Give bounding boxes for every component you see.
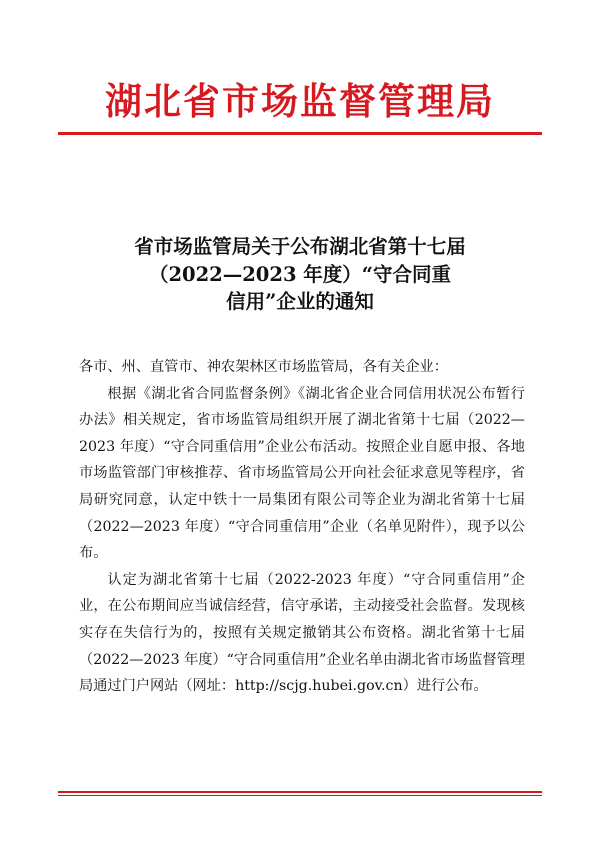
paragraph-1: 根据《湖北省合同监督条例》《湖北省企业合同信用状况公布暂行办法》相关规定，省市场监管局组织开展了湖北省第十七届（2022—2023 年度）“守合同重信用”企业公布活动。按照企业自愿申报、各地市场监管部门审核推荐、省市场监管局公开向社会征求意见等程序，省局研究同意，认定中铁十一局集团有限公司等企业为湖北省第十七届（2022—2023 年度）“守合同重信用”企业（名单见附件），现予以公布。 [79, 385, 525, 562]
notice-title-line-1: 省市场监管局关于公布湖北省第十七届 [134, 235, 466, 258]
footer-red-rule-thin [58, 795, 542, 796]
notice-title [60, 233, 540, 316]
footer-red-rule [58, 791, 542, 793]
letterhead-red-rule [58, 132, 542, 135]
notice-body [79, 354, 525, 700]
paragraph-2: 认定为湖北省第十七届（2022-2023 年度）“守合同重信用”企业，在公布期间应当诚信经营，信守承诺，主动接受社会监督。发现核实存在失信行为的，按照有关规定撤销其公布资格。湖北省第十七届（2022—2023 年度）“守合同重信用”企业名单由湖北省市场监督管理局通过门户网站（网址：http://scjg.hubei.gov.cn）进行公布。 [79, 571, 525, 695]
notice-title-line-2: （2022—2023 年度）“守合同重 [148, 262, 452, 286]
notice-title-line-3: 信用”企业的通知 [226, 290, 374, 313]
agency-letterhead: 湖北省市场监督管理局 [105, 79, 495, 123]
salutation: 各市、州、直管市、神农架林区市场监管局，各有关企业： [79, 359, 448, 375]
